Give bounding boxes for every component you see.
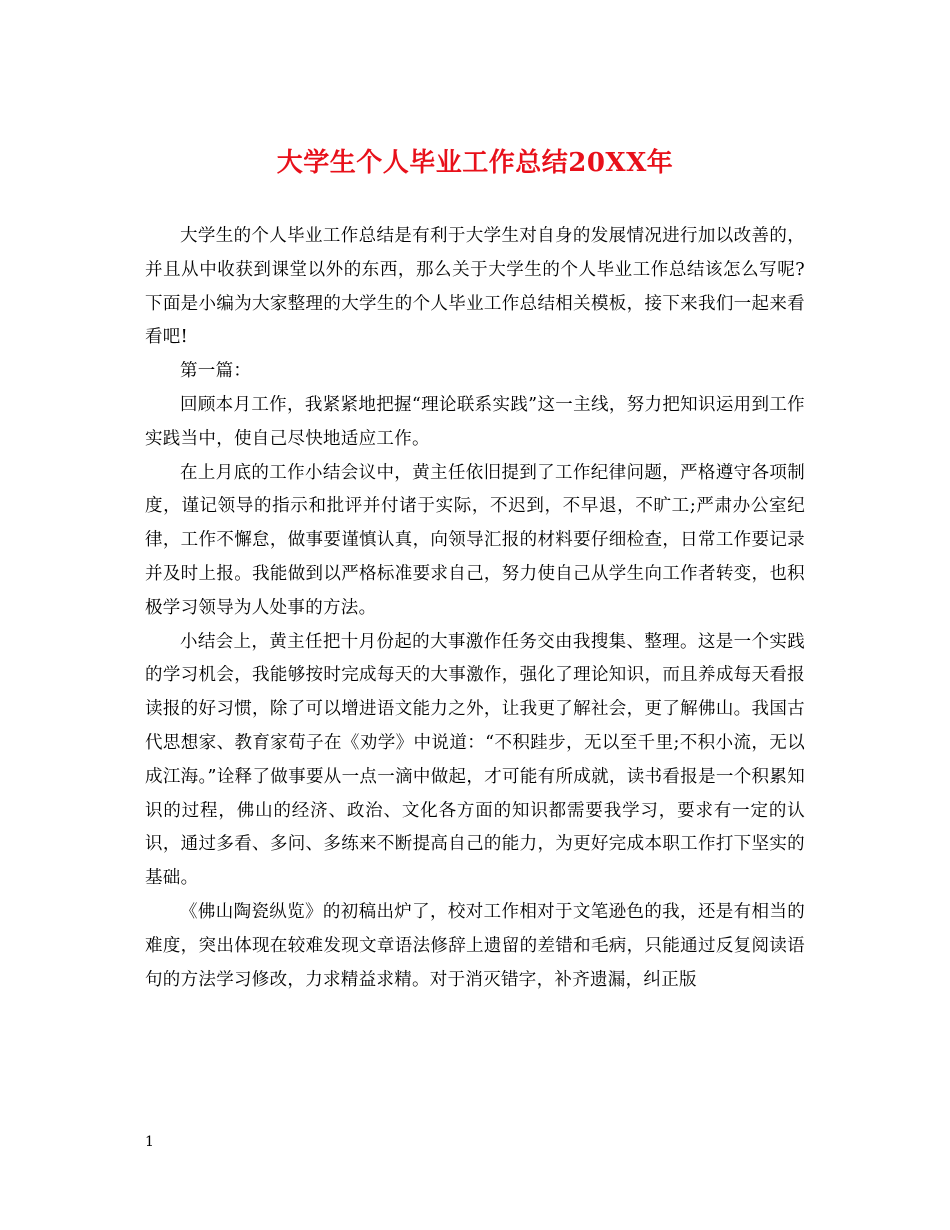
document-title: 大学生个人毕业工作总结20XX年: [276, 148, 674, 178]
intro-paragraph: 大学生的个人毕业工作总结是有利于大学生对自身的发展情况进行加以改善的，并且从中收获到课堂以外的东西，那么关于大学生的个人毕业工作总结该怎么写呢?下面是小编为大家整理的大学生的个人毕业工作总结相关模板，接下来我们一起来看看吧!: [145, 226, 805, 348]
body-paragraph: 在上月底的工作小结会议中，黄主任依旧提到了工作纪律问题，严格遵守各项制度，谨记领导的指示和批评并付诸于实际，不迟到，不早退，不旷工;严肃办公室纪律，工作不懈怠，做事要谨慎认真，向领导汇报的材料要仔细检查，日常工作要记录并及时上报。我能做到以严格标准要求自己，努力使自己从学生向工作者转变，也积极学习领导为人处事的方法。: [145, 462, 805, 618]
document-body: [145, 220, 805, 997]
body-paragraph: 小结会上，黄主任把十月份起的大事激作任务交由我搜集、整理。这是一个实践的学习机会，我能够按时完成每天的大事激作，强化了理论知识，而且养成每天看报读报的好习惯，除了可以增进语文能力之外，让我更了解社会，更了解佛山。我国古代思想家、教育家荀子在《劝学》中说道：“不积跬步，无以至千里;不积小流，无以成江海。”诠释了做事要从一点一滴中做起，才可能有所成就，读书看报是一个积累知识的过程，佛山的经济、政治、文化各方面的知识都需要我学习，要求有一定的认识，通过多看、多问、多练来不断提高自己的能力，为更好完成本职工作打下坚实的基础。: [145, 631, 805, 889]
body-paragraph: 回顾本月工作，我紧紧地把握“理论联系实践”这一主线，努力把知识运用到工作实践当中，使自己尽快地适应工作。: [145, 394, 805, 449]
section-heading: 第一篇：: [180, 361, 252, 382]
body-paragraph: 《佛山陶瓷纵览》的初稿出炉了，校对工作相对于文笔逊色的我，还是有相当的难度，突出体现在较难发现文章语法修辞上遗留的差错和毛病，只能通过反复阅读语句的方法学习修改，力求精益求精。对于消灭错字，补齐遗漏，纠正版: [145, 901, 805, 990]
page-number: 1: [145, 1134, 154, 1150]
